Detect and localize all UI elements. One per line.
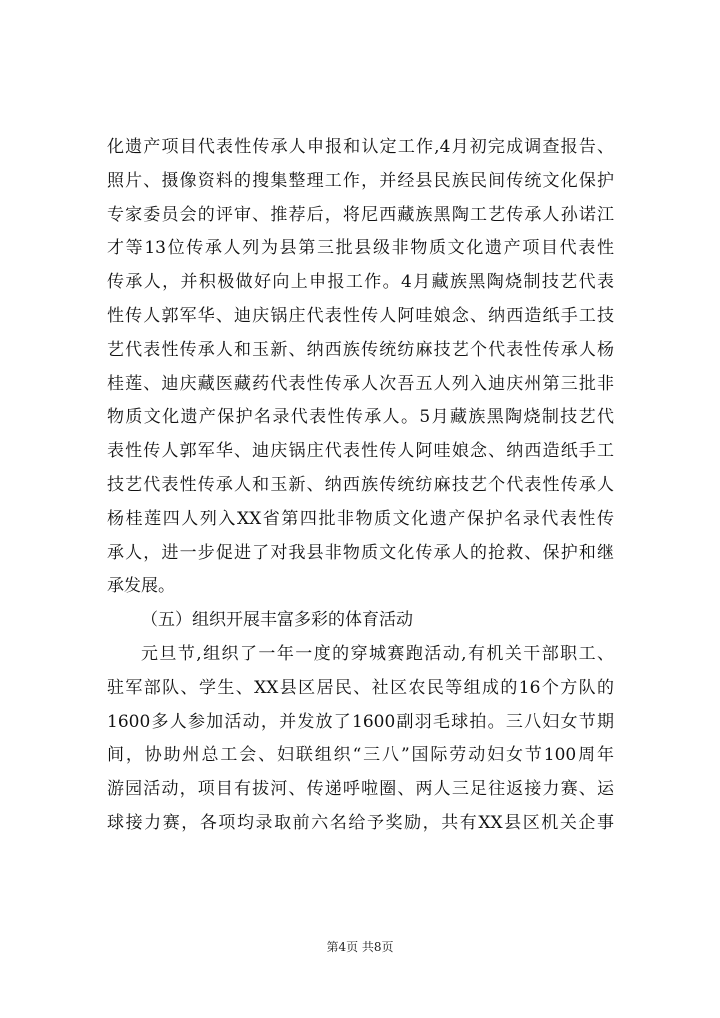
text-line: 表性传人郭军华、迪庆锅庄代表性传人阿哇娘念、纳西造纸手工	[107, 441, 614, 462]
section-heading: （五）组织开展丰富多彩的体育活动	[141, 610, 413, 631]
text-line: 元旦节,组织了一年一度的穿城赛跑活动,有机关干部职工、	[141, 643, 614, 664]
text-line: 性传人郭军华、迪庆锅庄代表性传人阿哇娘念、纳西造纸手工技	[107, 305, 614, 326]
text-line: 桂莲、迪庆藏医藏药代表性传承人次吾五人列入迪庆州第三批非	[107, 373, 614, 394]
text-line: 杨桂莲四人列入XX省第四批非物质文化遗产保护名录代表性传	[107, 508, 614, 529]
text-line: 化遗产项目代表性传承人申报和认定工作,4月初完成调查报告、	[107, 137, 614, 157]
text-line: 传承人，并积极做好向上申报工作。4月藏族黑陶烧制技艺代表	[107, 272, 614, 293]
text-line: 承发展。	[107, 576, 175, 597]
text-line: 游园活动，项目有拔河、传递呼啦圈、两人三足往返接力赛、运	[107, 779, 614, 800]
text-line: 间，协助州总工会、妇联组织“三八”国际劳动妇女节100周年	[107, 745, 614, 766]
text-line: 才等13位传承人列为县第三批县级非物质文化遗产项目代表性	[107, 238, 614, 259]
page-footer: 第4页 共8页	[326, 940, 394, 954]
text-line: 照片、摄像资料的搜集整理工作，并经县民族民间传统文化保护	[107, 170, 614, 191]
text-line: 球接力赛，各项均录取前六名给予奖励，共有XX县区机关企事	[107, 812, 614, 833]
text-line: 承人，进一步促进了对我县非物质文化传承人的抢救、保护和继	[107, 542, 614, 563]
text-line: 技艺代表性传承人和玉新、纳西族传统纺麻技艺个代表性传承人	[107, 474, 614, 495]
text-line: 1600多人参加活动，并发放了1600副羽毛球拍。三八妇女节期	[107, 711, 614, 732]
text-line: 物质文化遗产保护名录代表性传承人。5月藏族黑陶烧制技艺代	[107, 407, 614, 428]
text-line: 艺代表性传承人和玉新、纳西族传统纺麻技艺个代表性传承人杨	[107, 339, 614, 360]
text-line: 专家委员会的评审、推荐后，将尼西藏族黑陶工艺传承人孙诺江	[107, 204, 614, 225]
document-body	[107, 131, 614, 841]
text-line: 驻军部队、学生、XX县区居民、社区农民等组成的16个方队的	[107, 677, 614, 698]
